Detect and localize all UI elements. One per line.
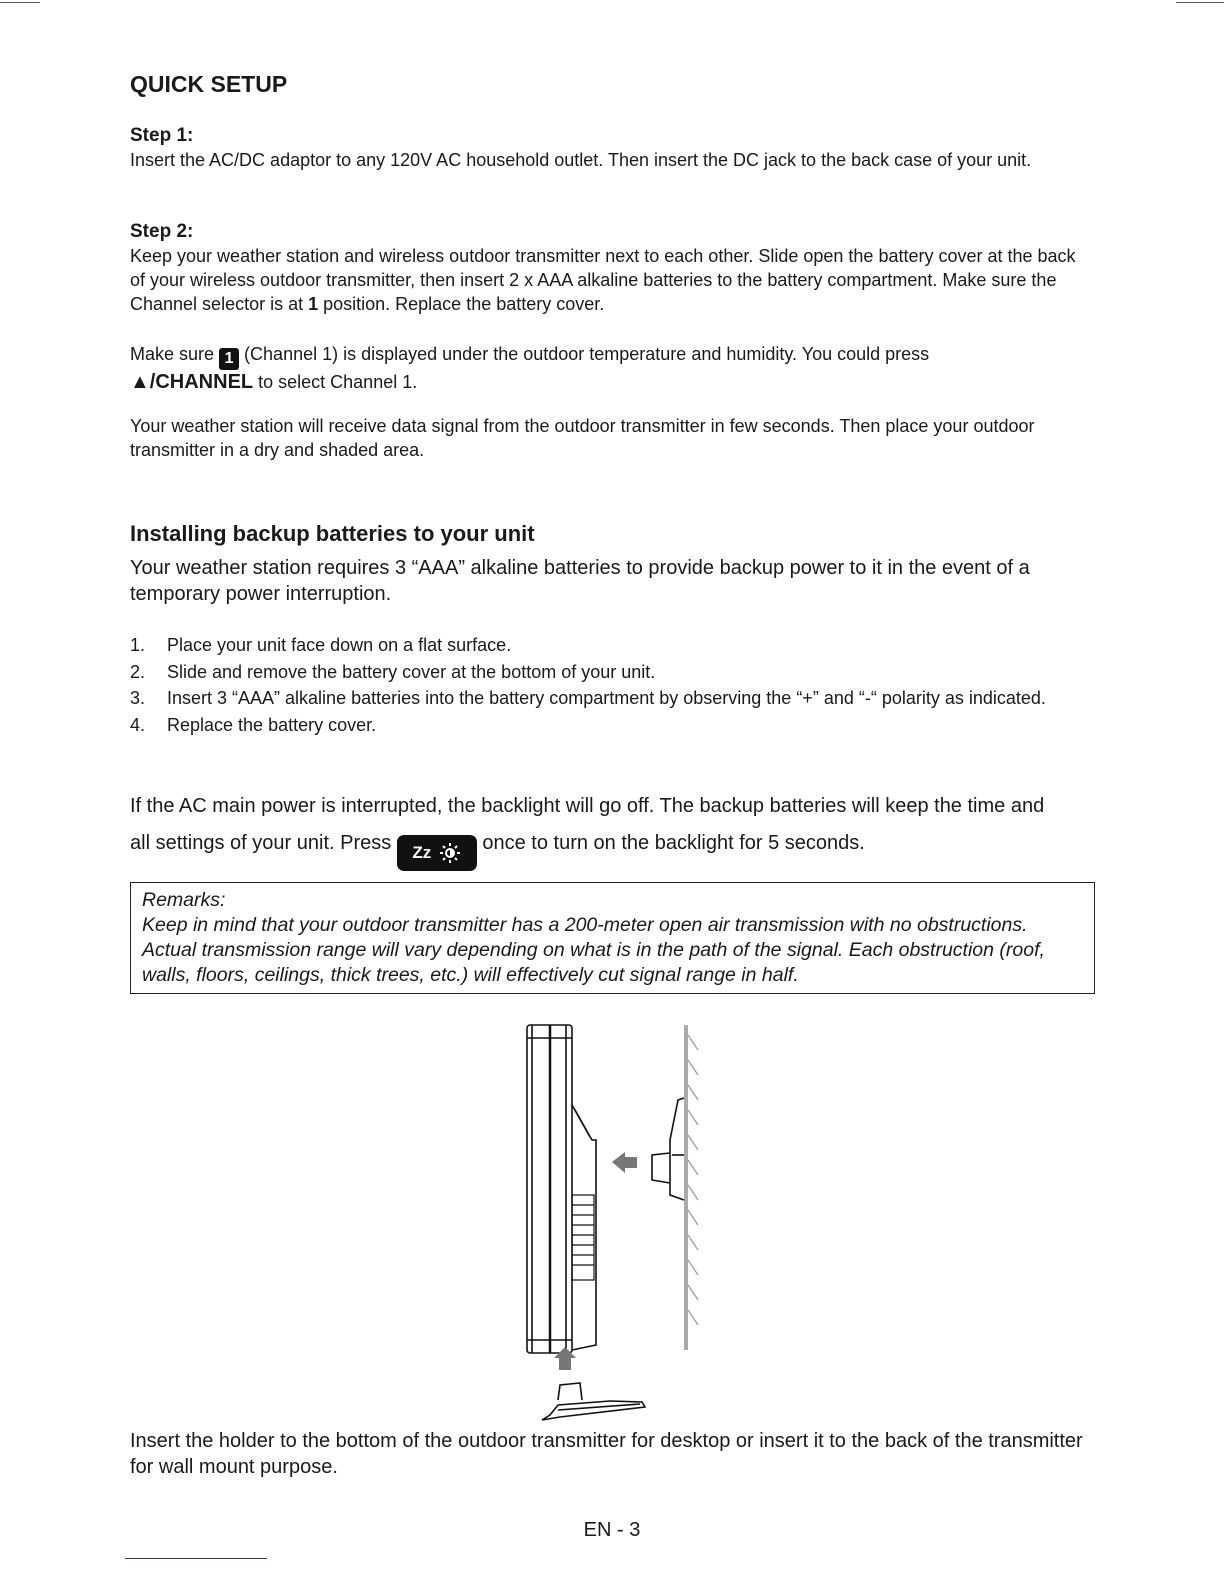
- list-number: 2.: [130, 661, 146, 682]
- backup-intro: Your weather station requires 3 “AAA” alkaline batteries to provide backup power to it in the event of a temporary power interruption.: [130, 557, 1030, 605]
- step2-text: [130, 244, 1095, 316]
- ac-post: once to turn on the backlight for 5 seconds.: [476, 832, 865, 854]
- list-number: 3.: [130, 688, 146, 708]
- step1-text: Insert the AC/DC adaptor to any 120V AC household outlet. Then insert the DC jack to the back case of your unit.: [130, 150, 1032, 170]
- remarks-label: Remarks:: [142, 889, 226, 911]
- step1-heading: Step 1:: [130, 125, 194, 146]
- bottom-rule: [125, 1558, 267, 1559]
- page-title: QUICK SETUP: [130, 71, 288, 97]
- list-number: 1.: [130, 635, 146, 655]
- list-item: [130, 659, 1060, 686]
- step2-heading: Step 2:: [130, 221, 194, 242]
- step2-channel-number: 1: [308, 294, 319, 314]
- corner-rule-left: [0, 2, 40, 3]
- list-item: [130, 632, 1060, 659]
- backup-steps-list: [130, 632, 1060, 738]
- ac-pre: If the AC main power is interrupted, the backlight will go off. The backup batteries will keep the time and all settings of your unit. Press: [130, 795, 1045, 854]
- receive-paragraph: [130, 414, 1095, 462]
- arrow-left-icon: [612, 1152, 637, 1173]
- desktop-holder: [542, 1383, 645, 1420]
- holder-caption: Insert the holder to the bottom of the outdoor transmitter for desktop or insert it to the back of the transmitter for wall mount purpose.: [130, 1430, 1083, 1478]
- list-text: Replace the battery cover.: [167, 714, 377, 735]
- list-item: [130, 685, 1060, 712]
- receive-text: Your weather station will receive data signal from the outdoor transmitter in few seconds. Then place your outdoor transmitter in a dry and shaded area.: [130, 416, 1035, 460]
- wall-hatching: [688, 1035, 698, 1325]
- snooze-label: Zz: [412, 843, 432, 862]
- channel-paragraph: [130, 342, 1095, 394]
- step2-section: [130, 220, 1095, 316]
- backup-heading: Installing backup batteries to your unit: [130, 521, 535, 546]
- list-text: Insert 3 “AAA” alkaline batteries into the battery compartment by observing the “+” and “-“ polarity as indicated.: [167, 688, 1046, 708]
- light-icon: [439, 842, 461, 864]
- ac-paragraph: [130, 788, 1065, 871]
- list-number: 4.: [130, 714, 146, 735]
- holder-installation-diagram: [500, 1005, 720, 1425]
- corner-rule-right: [1176, 2, 1224, 3]
- step1-section: [130, 124, 1095, 172]
- step2-text-b: position. Replace the battery cover.: [318, 294, 605, 314]
- list-text: Slide and remove the battery cover at the bottom of your unit.: [167, 661, 656, 682]
- channel-pre: Make sure: [130, 344, 220, 364]
- snooze-light-button-icon: [397, 835, 477, 871]
- page-number: EN - 3: [583, 1519, 641, 1541]
- step2-text-a: Keep your weather station and wireless outdoor transmitter next to each other. Slide open the battery cover at the back of your wireless outdoor transmitter, then insert 2 x AAA alkaline batteries to the battery compartment. Make sure the Channel selector is at: [130, 246, 1076, 314]
- remarks-text: Keep in mind that your outdoor transmitter has a 200-meter open air transmission with no obstructions. Actual transmission range will vary depending on what is in the path of the signal. Each obstruction (roof, walls, floors, ceilings, thick trees, etc.) will effectively cut signal range in half.: [142, 914, 1045, 986]
- list-text: Place your unit face down on a flat surface.: [167, 635, 512, 655]
- list-item: [130, 712, 1060, 739]
- channel-end: to select Channel 1.: [253, 372, 418, 392]
- channel-post: (Channel 1) is displayed under the outdoor temperature and humidity. You could press: [239, 344, 930, 364]
- wall-mounted-holder: [652, 1098, 684, 1200]
- channel-1-icon: 1: [219, 348, 239, 370]
- channel-button-label: ▲/CHANNEL: [130, 371, 254, 393]
- weather-station-side-view: [527, 1025, 596, 1353]
- remarks-box: [130, 882, 1095, 994]
